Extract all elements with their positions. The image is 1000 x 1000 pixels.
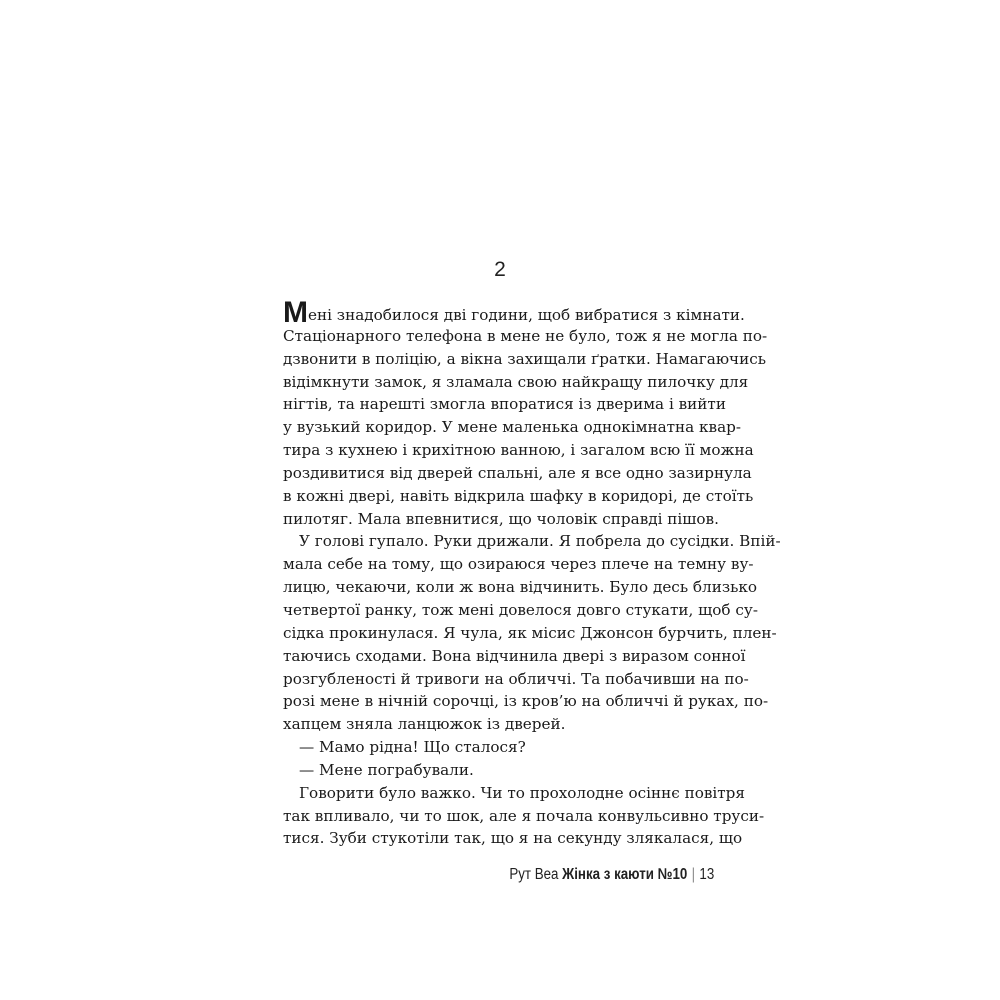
text-line-8: роздивитися від дверей спальні, але я все одно зазирнула (283, 463, 752, 482)
text-line-5: нігтів, та нарешті змогла впоратися із дверима і вийти (283, 395, 726, 414)
text-line-9: в кожні двері, навіть відкрила шафку в коридорі, де стоїть (283, 486, 754, 505)
text-line-6: у вузький коридор. У мене маленька однокімнатна квар- (283, 418, 741, 437)
text-line-15: сідка прокинулася. Я чула, як місис Джонсон бурчить, плен- (283, 623, 777, 642)
text-line-23: так впливало, чи то шок, але я почала конвульсивно труси- (283, 806, 765, 825)
dialogue-line-2: — Мене пограбували. (299, 760, 474, 779)
text-line-11: У голові гупало. Руки дрижали. Я побрела до сусідки. Впій- (299, 532, 781, 551)
text-line-22: Говорити було важко. Чи то прохолодне осіннє повітря (299, 783, 745, 802)
text-line-1-rest: ені знадобилося дві години, щоб вибратися з кімнати. (308, 306, 745, 324)
text-line-18: розі мене в нічній сорочці, із кров’ю на обличчі й руках, по- (283, 692, 769, 711)
footer-author: Рут Веа (509, 866, 559, 883)
text-line-19: хапцем зняла ланцюжок із дверей. (283, 715, 566, 734)
text-line-13: лицю, чекаючи, коли ж вона відчинить. Було десь близько (283, 578, 758, 597)
text-line-12: мала себе на тому, що озираюся через плече на темну ву- (283, 555, 754, 574)
text-line-24: тися. Зуби стукотіли так, що я на секунду злякалася, що (283, 829, 743, 848)
text-line-1 (283, 296, 745, 329)
page-number: 13 (699, 866, 714, 883)
text-line-14: четвертої ранку, тож мені довелося довго стукати, щоб су- (283, 600, 758, 619)
dialogue-line-1: — Мамо рідна! Що сталося? (299, 738, 526, 757)
footer-separator: | (691, 866, 695, 883)
text-line-7: тира з кухнею і крихітною ванною, і загалом всю її можна (283, 441, 754, 460)
text-line-2: Стаціонарного телефона в мене не було, тож я не могла по- (283, 326, 768, 345)
text-line-4: відімкнути замок, я зламала свою найкращу пилочку для (283, 372, 749, 391)
page-footer (509, 866, 714, 884)
chapter-number: 2 (494, 258, 506, 281)
text-line-17: розгубленості й тривоги на обличчі. Та побачивши на по- (283, 669, 749, 688)
text-line-16: таючись сходами. Вона відчинила двері з виразом сонної (283, 646, 746, 665)
text-line-10: пилотяг. Мала впевнитися, що чоловік справді пішов. (283, 509, 719, 528)
footer-book-title: Жінка з каюти №10 (561, 866, 688, 883)
text-line-3: дзвонити в поліцію, а вікна захищали ґратки. Намагаючись (283, 349, 766, 368)
drop-cap: М (283, 296, 307, 329)
body-text (283, 296, 781, 850)
